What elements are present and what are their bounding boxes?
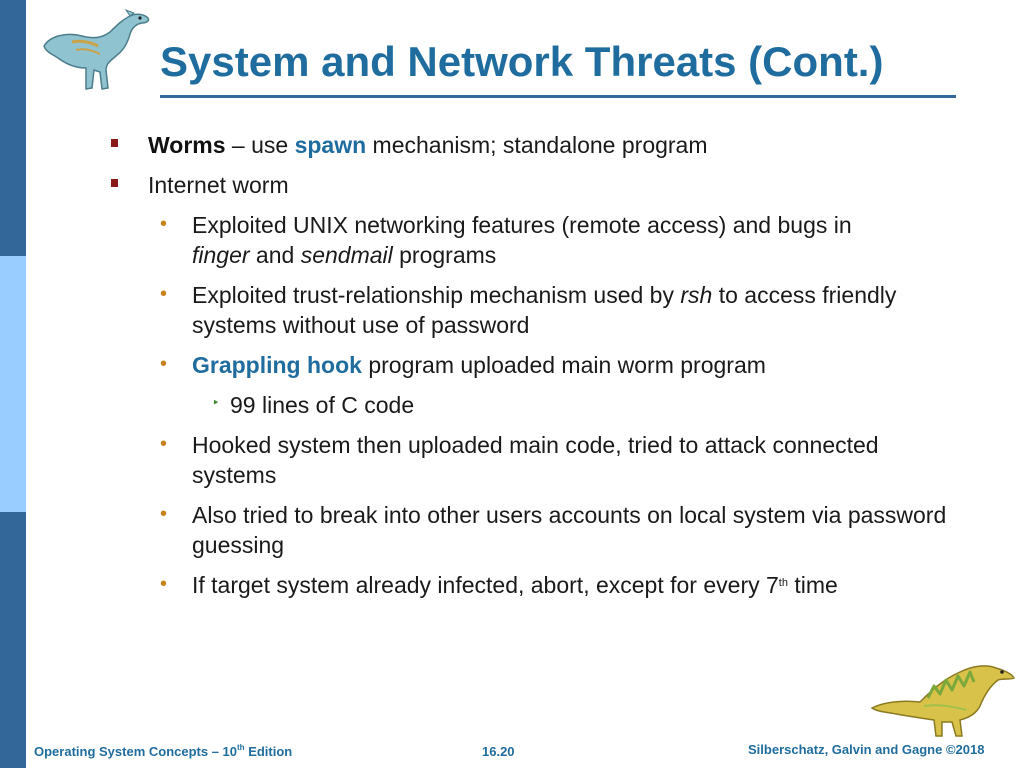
sidebar-band-middle xyxy=(0,256,26,512)
superscript-th: th xyxy=(778,577,788,589)
footer-book-title-a: Operating System Concepts – 10 xyxy=(34,744,238,759)
sub-bullet-password xyxy=(108,500,968,560)
sub-bullet-abort-text-b: time xyxy=(787,572,838,598)
sub-bullet-unix-and: and xyxy=(249,242,301,268)
sidebar-band-bottom xyxy=(0,512,26,768)
term-rsh: rsh xyxy=(680,282,713,308)
square-bullet-icon xyxy=(111,179,118,187)
sub-bullet-unix xyxy=(108,210,968,270)
footer-book-title xyxy=(34,744,292,759)
page-number: 16.20 xyxy=(482,744,515,759)
page-title: System and Network Threats (Cont.) xyxy=(160,38,884,85)
term-worms: Worms xyxy=(148,132,226,158)
term-finger: finger xyxy=(192,242,250,268)
sub-bullet-hooked-text: Hooked system then uploaded main code, tried to attack connected systems xyxy=(192,432,879,488)
sub-bullet-grappling-rest: program uploaded main worm program xyxy=(361,352,766,378)
sub-bullet-abort xyxy=(108,570,968,600)
dot-bullet-icon: • xyxy=(160,503,168,525)
keyword-grappling-hook: Grappling hook xyxy=(192,352,362,378)
sub-bullet-hooked xyxy=(108,430,968,490)
sub-bullet-password-text: Also tried to break into other users accounts on local system via password guessing xyxy=(192,502,947,558)
slide-content xyxy=(108,130,968,610)
bullet-worms-rest: mechanism; standalone program xyxy=(366,132,708,158)
sub-bullet-trust-text-b: to access friendly systems without use of password xyxy=(192,282,897,338)
square-bullet-icon xyxy=(111,139,118,147)
footer-authors: Silberschatz, Galvin and Gagne ©2018 xyxy=(748,742,985,757)
dot-bullet-icon: • xyxy=(160,213,168,235)
sub-bullet-unix-text: Exploited UNIX networking features (remote access) and bugs in xyxy=(192,212,852,238)
bullet-worms xyxy=(108,130,968,160)
bullet-internet-worm xyxy=(108,170,968,200)
term-sendmail: sendmail xyxy=(300,242,393,268)
triangle-bullet-icon: ‣ xyxy=(212,395,220,410)
dot-bullet-icon: • xyxy=(160,353,168,375)
dot-bullet-icon: • xyxy=(160,283,168,305)
sub-bullet-unix-programs: programs xyxy=(392,242,497,268)
dot-bullet-icon: • xyxy=(160,433,168,455)
dinosaur-icon xyxy=(868,656,1018,740)
keyword-spawn: spawn xyxy=(294,132,367,158)
bullet-internet-worm-text: Internet worm xyxy=(148,172,289,198)
footer-book-title-b: Edition xyxy=(244,744,293,759)
sub-sub-bullet-lines xyxy=(108,390,968,420)
footer-superscript-th: th xyxy=(237,743,245,752)
sub-bullet-trust-text-a: Exploited trust-relationship mechanism used by xyxy=(192,282,681,308)
bullet-worms-dash: – use xyxy=(225,132,295,158)
dot-bullet-icon: • xyxy=(160,573,168,595)
title-underline xyxy=(160,95,956,98)
sub-bullet-grappling xyxy=(108,350,968,380)
sub-sub-bullet-lines-text: 99 lines of C code xyxy=(230,392,415,418)
sub-bullet-abort-text-a: If target system already infected, abort, except for every 7 xyxy=(192,572,779,598)
sub-bullet-trust xyxy=(108,280,968,340)
dinosaur-icon xyxy=(36,6,160,96)
sidebar-band-top xyxy=(0,0,26,256)
